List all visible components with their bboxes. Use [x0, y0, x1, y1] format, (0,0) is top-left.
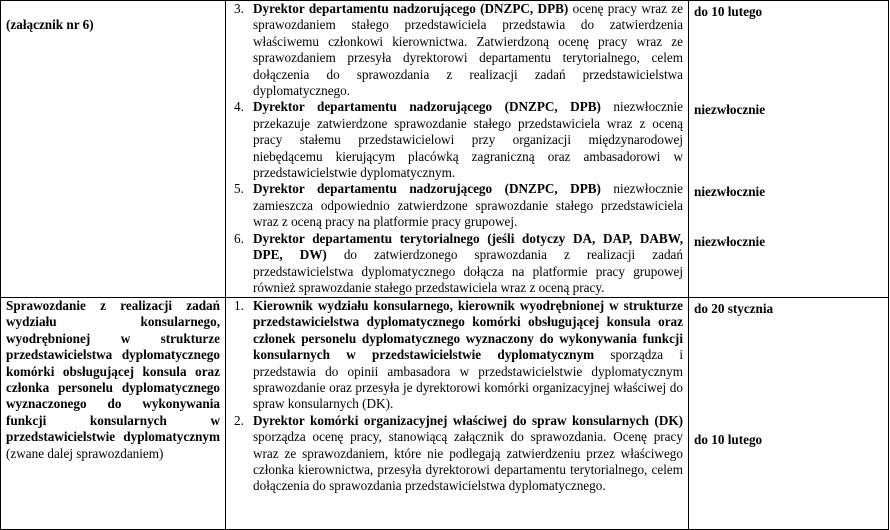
- step-actor: Kierownik wydziału konsularnego, kierownik wyodrębnionej w strukturze przedstawicielstwa dyplomatycznego komórki obsługującej konsula oraz członek personelu dyplomatycznego wyznaczony do wykonywania funkcji konsularnych w przedstawicielstwie dyplomatycznym: [253, 298, 683, 363]
- table-row: [1, 298, 889, 530]
- step-text: sporządza i przedstawia do opinii ambasadora w przedstawicielstwie dyplomatycznym sprawozdanie oraz przesyła je dyrektorowi komórki organizacyjnej właściwej do spraw konsularnych (DK).: [253, 347, 683, 412]
- step-text: ocenę pracy wraz ze sprawozdaniem stałego przedstawiciela przedstawia do zatwierdzenia właściwemu członkowi kierownictwa. Zatwierdzoną ocenę pracy wraz ze sprawozdaniem przesyła dyrektorowi departamentu terytorialnego, celem dołączenia do sprawozdania z realizacji zadań przedstawicielstwa dyplomatycznego.: [253, 1, 683, 99]
- deadline-label: niezwłocznie: [694, 184, 766, 199]
- steps-cell: [226, 298, 689, 530]
- deadline-cell: [689, 298, 889, 530]
- step-item: [231, 231, 683, 297]
- steps-list: [231, 1, 683, 296]
- step-number: 1.: [234, 298, 244, 313]
- deadline-label: niezwłocznie: [694, 102, 766, 117]
- step-text: do zatwierdzonego sprawozdania z realizacji zadań przedstawicielstwa dyplomatycznego dołącza na platformie pracy grupowej również sprawozdanie stałego przedstawiciela wraz z oceną pracy.: [253, 247, 683, 295]
- step-actor: Dyrektor departamentu terytorialnego (jeśli dotyczy DA, DAP, DABW, DPE, DW): [253, 230, 683, 263]
- deadline-label: do 20 stycznia: [694, 301, 774, 316]
- step-item: [231, 1, 683, 99]
- subject-title: Sprawozdanie z realizacji zadań wydziału konsularnego, wyodrębnionej w strukturze przedstawicielstwa dyplomatycznego komórki obsługującej konsula oraz członka personelu dyplomatycznego wyznaczonego do wykonywania funkcji konsularnych w przedstawicielstwie dyplomatycznym: [6, 298, 220, 445]
- step-number: 5.: [234, 181, 244, 197]
- step-text: sporządza ocenę pracy, stanowiącą załącznik do sprawozdania. Ocenę pracy wraz ze sprawozdaniem, które nie podlegają zatwierdzeniu przez właściwego członka kierownictwa, przesyła dyrektorowi departamentu terytorialnego, celem dołączenia do sprawozdania przedstawicielstwa dyplomatycznego.: [253, 429, 683, 494]
- step-actor: Dyrektor departamentu nadzorującego (DNZPC, DPB): [253, 1, 569, 16]
- subject-cell: [1, 298, 226, 530]
- step-text: niezwłocznie przekazuje zatwierdzone sprawozdanie stałego przedstawiciela wraz z oceną pracy stałemu przedstawicielowi przy organizacji międzynarodowej niebędącemu kierującym placówką zagraniczną oraz ambasadorowi w przedstawicielstwie dyplomatycznym.: [253, 99, 683, 181]
- step-item: [231, 413, 683, 495]
- steps-list: [231, 298, 683, 495]
- step-item: [231, 181, 683, 230]
- step-actor: Dyrektor departamentu nadzorującego (DNZPC, DPB): [253, 99, 601, 115]
- deadline-label: niezwłocznie: [694, 234, 766, 249]
- report-subject: [6, 298, 220, 462]
- annex-reference: (załącznik nr 6): [6, 17, 94, 32]
- step-text: niezwłocznie zamieszcza odpowiednio zatwierdzone sprawozdanie stałego przedstawiciela wraz z oceną pracy na platformie pracy grupowej.: [253, 181, 683, 230]
- subject-cell: [1, 1, 226, 298]
- deadline-label: do 10 lutego: [694, 432, 763, 447]
- deadline-cell: [689, 1, 889, 298]
- step-number: 2.: [234, 412, 244, 428]
- step-actor: Dyrektor departamentu nadzorującego (DNZPC, DPB): [253, 181, 601, 197]
- deadline-label: do 10 lutego: [694, 4, 763, 19]
- step-number: 4.: [234, 99, 244, 115]
- subject-note: (zwane dalej sprawozdaniem): [6, 445, 164, 461]
- step-actor: Dyrektor komórki organizacyjnej właściwej do spraw konsularnych (DK): [253, 412, 683, 428]
- steps-cell: [226, 1, 689, 298]
- step-item: [231, 99, 683, 181]
- step-number: 6.: [234, 230, 244, 246]
- step-number: 3.: [234, 1, 244, 16]
- table-row: [1, 1, 889, 298]
- step-item: [231, 298, 683, 413]
